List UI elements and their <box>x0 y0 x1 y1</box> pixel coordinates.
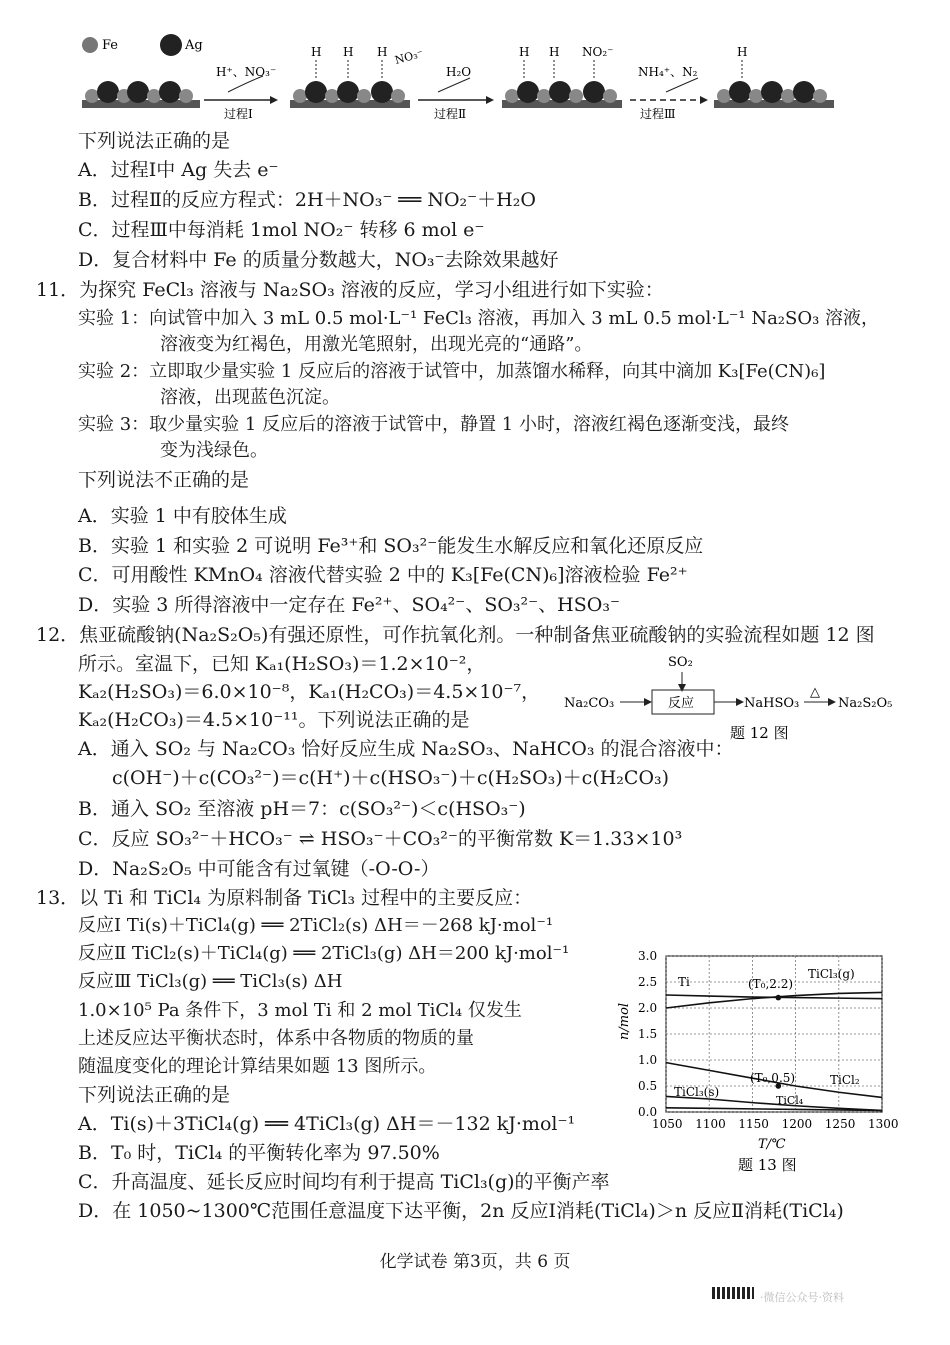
flow-nahso3: NaHSO₃ <box>744 696 800 711</box>
h-atom: H <box>343 45 354 59</box>
q11-option-d: D．实验 3 所得溶液中一定存在 Fe²⁺、SO₄²⁻、SO₃²⁻、HSO₃⁻ <box>78 594 620 616</box>
q11-exp2-line1: 实验 2：立即取少量实验 1 反应后的溶液于试管中，加蒸馏水稀释，向其中滴加 K₃[Fe(CN)₆] <box>78 361 826 382</box>
q10-stem: 下列说法正确的是 <box>78 130 231 152</box>
h-atom: H <box>549 45 560 59</box>
q11-exp3-line1: 实验 3：取少量实验 1 反应后的溶液于试管中，静置 1 小时，溶液红褐色逐渐变浅，最终 <box>78 414 789 435</box>
q12-option-a: A．通入 SO₂ 与 Na₂CO₃ 恰好反应生成 Na₂SO₃、NaHCO₃ 的混合溶液中： <box>78 738 734 760</box>
panel-adsorbed <box>290 60 410 108</box>
panel-initial <box>82 81 200 108</box>
q11-option-c: C．可用酸性 KMnO₄ 溶液代替实验 2 中的 K₃[Fe(CN)₆]溶液检验 Fe²⁺ <box>78 564 688 586</box>
process2-label: 过程Ⅱ <box>434 107 467 121</box>
process2-product: H₂O <box>446 65 472 79</box>
process1-reagents: H⁺、NO₃⁻ <box>216 65 277 79</box>
y-tick-label: 3.0 <box>638 949 658 963</box>
x-tick-label: 1300 <box>868 1117 899 1131</box>
annotation-t0-2.2: (T₀,2.2) <box>748 977 794 991</box>
q12-option-c: C．反应 SO₃²⁻＋HCO₃⁻ ⇌ HSO₃⁻＋CO₃²⁻的平衡常数 K＝1.33×10³ <box>78 828 683 850</box>
watermark: ·微信公众号·资料 <box>760 1291 844 1304</box>
y-tick-label: 2.0 <box>638 1001 658 1015</box>
q13-para-3: 随温度变化的理论计算结果如题 13 图所示。 <box>78 1056 437 1077</box>
qr-code-icon <box>712 1287 754 1299</box>
q11-exp3-line2: 变为浅绿色。 <box>160 440 268 461</box>
process1-label: 过程Ⅰ <box>224 107 253 121</box>
q13-option-c: C．升高温度、延长反应时间均有利于提高 TiCl₃(g)的平衡产率 <box>78 1171 610 1193</box>
q11-stem: 下列说法不正确的是 <box>78 469 250 491</box>
series-line-0 <box>666 992 882 1008</box>
q11-option-a: A．实验 1 中有胶体生成 <box>78 505 287 527</box>
x-tick-label: 1100 <box>695 1117 726 1131</box>
q12-option-b: B．通入 SO₂ 至溶液 pH＝7：c(SO₃²⁻)＜c(HSO₃⁻) <box>78 798 526 820</box>
q11-exp2-line2: 溶液，出现蓝色沉淀。 <box>160 387 340 408</box>
y-tick-label: 1.0 <box>638 1053 658 1067</box>
y-tick-label: 0.5 <box>638 1079 658 1093</box>
series-label-ticl2: TiCl₂ <box>830 1073 860 1087</box>
x-tick-label: 1050 <box>652 1117 683 1131</box>
x-tick-label: 1150 <box>738 1117 769 1131</box>
q13-title: 13．以 Ti 和 TiCl₄ 为原料制备 TiCl₃ 过程中的主要反应： <box>36 887 533 909</box>
q12-line3: Kₐ₂(H₂SO₃)＝6.0×10⁻⁸，Kₐ₁(H₂CO₃)＝4.5×10⁻⁷， <box>78 681 541 703</box>
y-tick-label: 1.5 <box>638 1027 658 1041</box>
x-tick-label: 1200 <box>781 1117 813 1131</box>
q10-option-b: B．过程Ⅱ的反应方程式：2H＋NO₃⁻ ══ NO₂⁻＋H₂O <box>78 189 536 211</box>
series-label-ticl4: TiCl₄ <box>776 1094 804 1107</box>
q13-option-a: A．Ti(s)＋3TiCl₄(g) ══ 4TiCl₃(g) ΔH＝－132 kJ·mol⁻¹ <box>78 1113 576 1135</box>
q13-reaction-3: 反应Ⅲ TiCl₃(g) ══ TiCl₃(s) ΔH <box>78 971 343 992</box>
fe-legend-label: Fe <box>102 38 119 53</box>
q10-process-figure <box>78 34 848 124</box>
h-atom: H <box>519 45 530 59</box>
flow-so2: SO₂ <box>668 655 693 670</box>
series-line-1 <box>666 995 882 999</box>
no3-ion: NO₃⁻ <box>393 46 425 67</box>
q11-title: 11．为探究 FeCl₃ 溶液与 Na₂SO₃ 溶液的反应，学习小组进行如下实验： <box>36 279 664 301</box>
q12-flow-figure <box>560 650 900 744</box>
q11-exp1-line1: 实验 1：向试管中加入 3 mL 0.5 mol·L⁻¹ FeCl₃ 溶液，再加入 3 mL 0.5 mol·L⁻¹ Na₂SO₃ 溶液， <box>78 308 880 329</box>
flow-box-label: 反应 <box>668 696 695 711</box>
annotation-t0-0.5: (T₀,0.5) <box>750 1071 796 1085</box>
no2-ion: NO₂⁻ <box>582 45 614 59</box>
panel-intermediate <box>502 60 622 108</box>
q13-para-1: 1.0×10⁵ Pa 条件下，3 mol Ti 和 2 mol TiCl₄ 仅发生 <box>78 1000 522 1021</box>
ag-legend-label: Ag <box>185 38 203 53</box>
q12-line2: 所示。室温下，已知 Kₐ₁(H₂SO₃)＝1.2×10⁻²， <box>78 653 486 675</box>
chart-ylabel: n/mol <box>617 1002 632 1040</box>
chart-title: 题 13 图 <box>738 1156 797 1174</box>
q11-exp1-line2: 溶液变为红褐色，用激光笔照射，出现光亮的“通路”。 <box>160 334 593 355</box>
y-tick-label: 2.5 <box>638 975 658 989</box>
fe-legend-icon <box>82 37 98 53</box>
flow-product: Na₂S₂O₅ <box>838 696 893 711</box>
y-tick-label: 0.0 <box>638 1105 658 1119</box>
process3-products: NH₄⁺、N₂ <box>638 65 698 79</box>
flow-heat: △ <box>810 685 820 700</box>
q13-chart <box>612 944 902 1180</box>
flow-caption: 题 12 图 <box>730 724 789 742</box>
q10-option-c: C．过程Ⅲ中每消耗 1mol NO₂⁻ 转移 6 mol e⁻ <box>78 219 485 241</box>
q10-option-a: A．过程Ⅰ中 Ag 失去 e⁻ <box>78 159 279 181</box>
q13-option-b: B．T₀ 时，TiCl₄ 的平衡转化率为 97.50% <box>78 1142 440 1164</box>
q12-line4: Kₐ₂(H₂CO₃)＝4.5×10⁻¹¹。下列说法正确的是 <box>78 709 470 731</box>
flow-na2co3: Na₂CO₃ <box>564 696 615 711</box>
series-label-ticl3s: TiCl₃(s) <box>674 1085 720 1099</box>
series-label-ti: Ti <box>678 975 690 989</box>
q12-title: 12．焦亚硫酸钠(Na₂S₂O₅)有强还原性，可作抗氧化剂。一种制备焦亚硫酸钠的实验流程如题 12 图 <box>36 624 875 646</box>
series-label-ticl3g: TiCl₃(g) <box>808 967 855 981</box>
q13-reaction-1: 反应Ⅰ Ti(s)＋TiCl₄(g) ══ 2TiCl₂(s) ΔH＝－268 kJ·mol⁻¹ <box>78 915 554 936</box>
chart-xlabel: T/℃ <box>758 1137 786 1152</box>
annotation-point-0 <box>776 995 782 1001</box>
q13-option-d: D．在 1050~1300℃范围任意温度下达平衡，2n 反应Ⅰ消耗(TiCl₄)＞n 反应Ⅱ消耗(TiCl₄) <box>78 1200 844 1222</box>
h-atom: H <box>377 45 388 59</box>
q10-option-d: D．复合材料中 Fe 的质量分数越大，NO₃⁻去除效果越好 <box>78 249 559 271</box>
q12-option-d: D．Na₂S₂O₅ 中可能含有过氧键（-O-O-） <box>78 858 440 880</box>
ag-legend-icon <box>160 34 182 56</box>
page-footer: 化学试卷 第3页，共 6 页 <box>379 1252 571 1272</box>
q13-para-2: 上述反应达平衡状态时，体系中各物质的物质的量 <box>78 1028 474 1049</box>
x-tick-label: 1250 <box>824 1117 856 1131</box>
q13-reaction-2: 反应Ⅱ TiCl₂(s)＋TiCl₄(g) ══ 2TiCl₃(g) ΔH＝200 kJ·mol⁻¹ <box>78 943 570 964</box>
q13-stem: 下列说法正确的是 <box>78 1084 231 1106</box>
q12-option-a-formula: c(OH⁻)＋c(CO₃²⁻)＝c(H⁺)＋c(HSO₃⁻)＋c(H₂SO₃)＋c(H₂CO₃) <box>112 767 670 789</box>
h-atom: H <box>737 45 748 59</box>
panel-final <box>714 60 834 108</box>
q11-option-b: B．实验 1 和实验 2 可说明 Fe³⁺和 SO₃²⁻能发生水解反应和氧化还原反应 <box>78 535 704 557</box>
process3-label: 过程Ⅲ <box>640 107 676 121</box>
h-atom: H <box>311 45 322 59</box>
